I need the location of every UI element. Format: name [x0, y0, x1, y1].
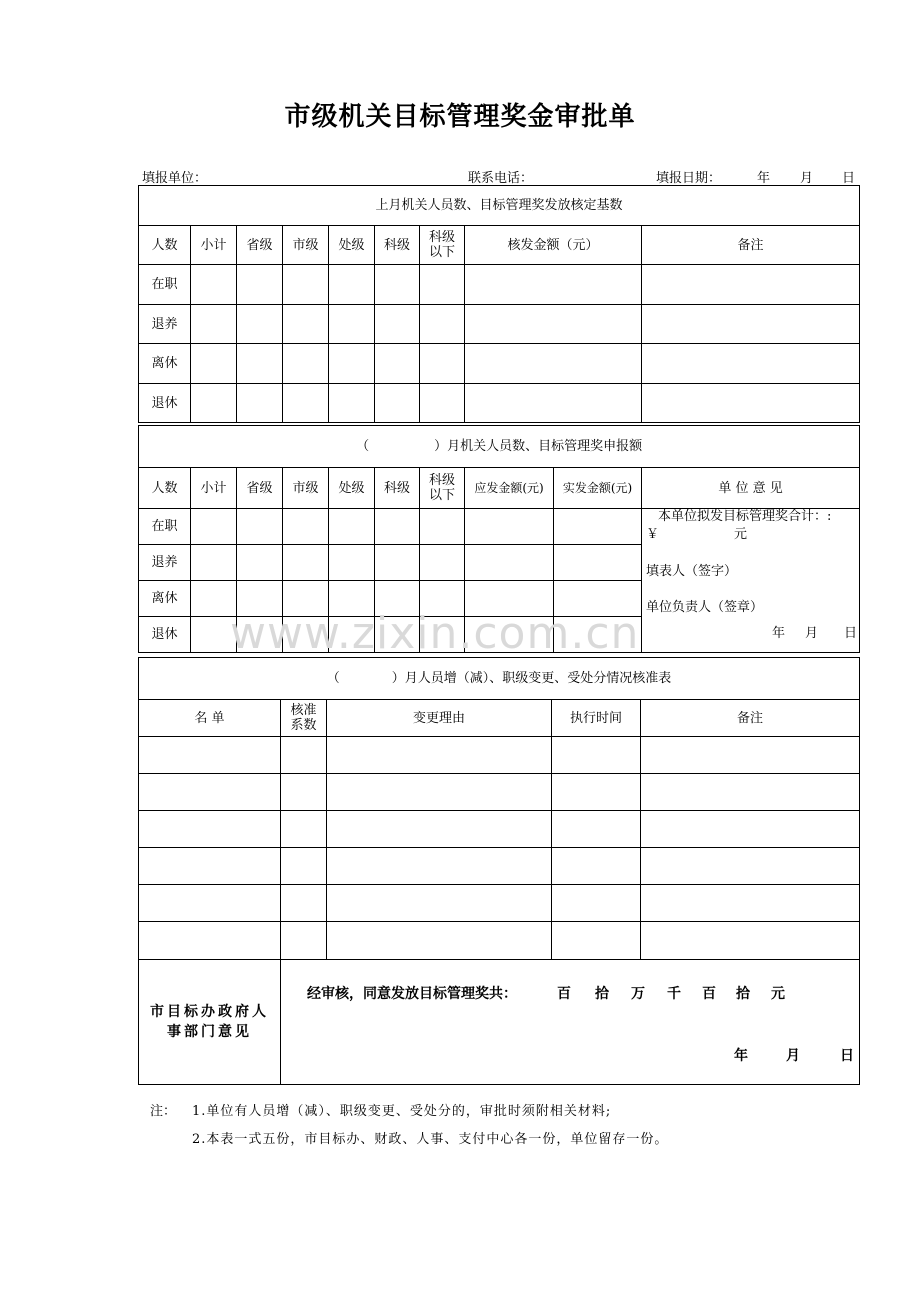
s2-row-label: 退养	[139, 545, 191, 581]
approval-year: 年	[734, 1048, 748, 1064]
s3-header-cell: 核准系数	[281, 700, 327, 737]
section2-heading: （ ）月机关人员数、目标管理奖申报额	[139, 426, 860, 468]
input-cell[interactable]	[465, 344, 642, 384]
input-cell[interactable]	[642, 344, 860, 384]
date-month: 月	[800, 171, 814, 186]
input-cell[interactable]	[283, 545, 329, 581]
input-cell[interactable]	[139, 774, 281, 811]
unit-qian: 千	[667, 986, 681, 1002]
section3-table	[138, 657, 860, 1085]
input-cell[interactable]	[281, 848, 327, 885]
form-title: 市级机关目标管理奖金审批单	[284, 102, 636, 132]
s1-header-cell: 省级	[237, 226, 283, 265]
input-cell[interactable]	[641, 885, 860, 922]
filler-signature-label: 填表人（签字）	[646, 564, 738, 579]
approval-statement: 经审核，同意发放目标管理奖共：	[307, 986, 517, 1002]
input-cell[interactable]	[139, 737, 281, 774]
s1-header-cell: 小计	[191, 226, 237, 265]
input-cell[interactable]	[283, 305, 329, 344]
input-cell[interactable]	[281, 885, 327, 922]
input-cell[interactable]	[237, 305, 283, 344]
opinion-month: 月	[805, 626, 819, 641]
s2-header-cell: 应发金额(元)	[465, 468, 554, 509]
input-cell[interactable]	[465, 384, 642, 423]
input-cell[interactable]	[329, 265, 375, 305]
input-cell[interactable]	[641, 737, 860, 774]
input-cell[interactable]	[139, 885, 281, 922]
input-cell[interactable]	[642, 305, 860, 344]
s2-header-cell: 科级	[375, 468, 420, 509]
s2-header-cell: 小计	[191, 468, 237, 509]
s1-header-cell: 备注	[642, 226, 860, 265]
date-day: 日	[842, 171, 856, 186]
form-info-line	[140, 167, 858, 187]
s1-header-cell: 科级以下	[420, 226, 465, 265]
input-cell[interactable]	[283, 344, 329, 384]
input-cell[interactable]	[283, 384, 329, 423]
input-cell[interactable]	[237, 545, 283, 581]
input-cell[interactable]	[327, 737, 552, 774]
input-cell[interactable]	[139, 922, 281, 960]
input-cell[interactable]	[375, 305, 420, 344]
input-cell[interactable]	[552, 848, 641, 885]
s2-row-label: 离休	[139, 581, 191, 617]
s1-header-cell: 核发金额（元）	[465, 226, 642, 265]
s2-row-label: 在职	[139, 509, 191, 545]
s1-header-cell: 市级	[283, 226, 329, 265]
input-cell[interactable]	[375, 265, 420, 305]
s1-header-cell: 科级	[375, 226, 420, 265]
table-row	[139, 774, 860, 811]
s3-header-cell: 变更理由	[327, 700, 552, 737]
input-cell[interactable]	[552, 922, 641, 960]
section1-heading: 上月机关人员数、目标管理奖发放核定基数	[139, 186, 860, 226]
s1-row-label: 在职	[139, 265, 191, 305]
table-row	[139, 922, 860, 960]
input-cell[interactable]	[281, 922, 327, 960]
input-cell[interactable]	[641, 922, 860, 960]
date-label: 填报日期：	[656, 171, 722, 186]
input-cell[interactable]	[375, 344, 420, 384]
note-item: 1.单位有人员增（减）、职级变更、受处分的，审批时须附相关材料;	[192, 1104, 612, 1119]
input-cell[interactable]	[465, 545, 554, 581]
input-cell[interactable]	[465, 509, 554, 545]
input-cell[interactable]	[375, 384, 420, 423]
input-cell[interactable]	[283, 509, 329, 545]
note-item: 2.本表一式五份，市目标办、财政、人事、支付中心各一份，单位留存一份。	[192, 1132, 669, 1147]
input-cell[interactable]	[327, 774, 552, 811]
input-cell[interactable]	[191, 509, 237, 545]
approval-month: 月	[786, 1048, 800, 1064]
unit-yuan: 元	[771, 986, 785, 1002]
currency-symbol: ￥	[646, 527, 660, 542]
yuan-label: 元	[734, 527, 748, 542]
input-cell[interactable]	[191, 344, 237, 384]
input-cell[interactable]	[329, 384, 375, 423]
input-cell[interactable]	[641, 811, 860, 848]
table-row	[139, 885, 860, 922]
input-cell[interactable]	[329, 545, 375, 581]
input-cell[interactable]	[329, 509, 375, 545]
section3-heading: （ ）月人员增（减）、职级变更、受处分情况核准表	[139, 658, 860, 700]
input-cell[interactable]	[465, 265, 642, 305]
input-cell[interactable]	[641, 848, 860, 885]
unit-bai-1: 百	[557, 986, 571, 1002]
opinion-total-line: 本单位拟发目标管理奖合计：:	[658, 509, 832, 524]
input-cell[interactable]	[237, 344, 283, 384]
unit-shi-2: 拾	[736, 986, 750, 1002]
s2-header-cell: 市级	[283, 468, 329, 509]
input-cell[interactable]	[420, 344, 465, 384]
input-cell[interactable]	[237, 384, 283, 423]
input-cell[interactable]	[237, 509, 283, 545]
input-cell[interactable]	[642, 265, 860, 305]
input-cell[interactable]	[139, 848, 281, 885]
input-cell[interactable]	[420, 305, 465, 344]
s2-header-cell: 科级以下	[420, 468, 465, 509]
input-cell[interactable]	[191, 545, 237, 581]
date-year: 年	[757, 171, 771, 186]
input-cell[interactable]	[552, 737, 641, 774]
input-cell[interactable]	[281, 737, 327, 774]
approval-cell[interactable]	[281, 960, 860, 1085]
s2-header-cell: 单 位 意 见	[642, 468, 860, 509]
input-cell[interactable]	[327, 811, 552, 848]
s2-row-label: 退休	[139, 617, 191, 653]
input-cell[interactable]	[281, 811, 327, 848]
watermark: www.zixin.com.cn	[230, 608, 640, 659]
input-cell[interactable]	[420, 384, 465, 423]
s1-row-label: 离休	[139, 344, 191, 384]
input-cell[interactable]	[420, 545, 465, 581]
input-cell[interactable]	[552, 774, 641, 811]
input-cell[interactable]	[465, 305, 642, 344]
s2-header-cell: 省级	[237, 468, 283, 509]
opinion-year: 年	[772, 626, 786, 641]
table-row	[139, 737, 860, 774]
input-cell[interactable]	[420, 265, 465, 305]
input-cell[interactable]	[237, 265, 283, 305]
unit-shi-1: 拾	[595, 986, 609, 1002]
unit-label: 填报单位：	[142, 171, 208, 186]
approval-day: 日	[840, 1048, 854, 1064]
s3-header-cell: 名 单	[139, 700, 281, 737]
s1-header-cell: 处级	[329, 226, 375, 265]
input-cell[interactable]	[641, 774, 860, 811]
s1-row-label: 退养	[139, 305, 191, 344]
input-cell[interactable]	[552, 885, 641, 922]
input-cell[interactable]	[327, 885, 552, 922]
s3-header-cell: 执行时间	[552, 700, 641, 737]
s3-header-cell: 备注	[641, 700, 860, 737]
input-cell[interactable]	[191, 305, 237, 344]
input-cell[interactable]	[191, 384, 237, 423]
leader-signature-label: 单位负责人（签章）	[646, 600, 764, 615]
opinion-day: 日	[844, 626, 858, 641]
s2-header-cell: 人数	[139, 468, 191, 509]
input-cell[interactable]	[375, 509, 420, 545]
unit-opinion-cell[interactable]	[642, 509, 860, 653]
input-cell[interactable]	[283, 265, 329, 305]
input-cell[interactable]	[327, 848, 552, 885]
input-cell[interactable]	[329, 305, 375, 344]
unit-wan: 万	[631, 986, 645, 1002]
phone-label: 联系电话：	[468, 171, 534, 186]
input-cell[interactable]	[329, 344, 375, 384]
input-cell[interactable]	[420, 509, 465, 545]
table-row	[139, 848, 860, 885]
input-cell[interactable]	[327, 922, 552, 960]
s1-row-label: 退休	[139, 384, 191, 423]
input-cell[interactable]	[191, 265, 237, 305]
input-cell[interactable]	[375, 545, 420, 581]
input-cell[interactable]	[552, 811, 641, 848]
input-cell[interactable]	[554, 509, 642, 545]
input-cell[interactable]	[642, 384, 860, 423]
section1-table	[138, 185, 860, 423]
approval-label: 市目标办政府人事部门意见	[139, 960, 281, 1085]
s1-header-cell: 人数	[139, 226, 191, 265]
unit-bai-2: 百	[702, 986, 716, 1002]
s2-header-cell: 处级	[329, 468, 375, 509]
table-row	[139, 811, 860, 848]
notes-prefix: 注：	[150, 1104, 177, 1119]
input-cell[interactable]	[281, 774, 327, 811]
input-cell[interactable]	[139, 811, 281, 848]
input-cell[interactable]	[554, 545, 642, 581]
s2-header-cell: 实发金额(元)	[554, 468, 642, 509]
